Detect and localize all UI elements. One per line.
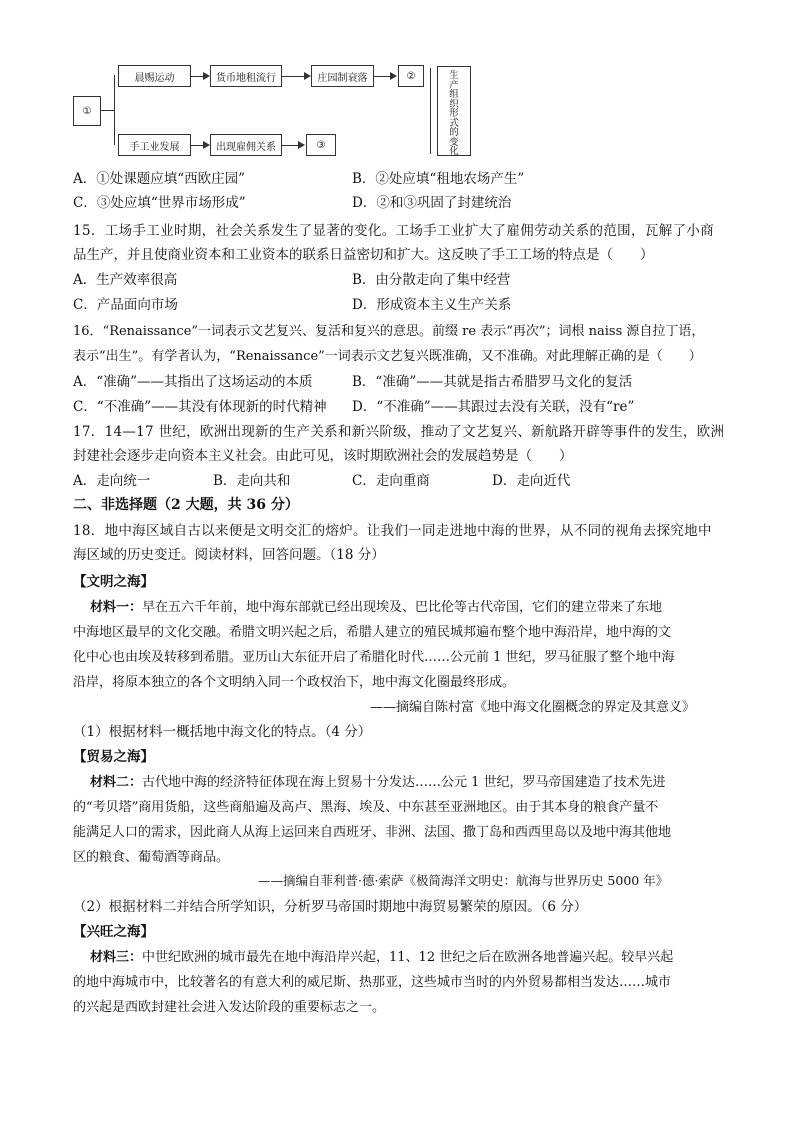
diagram-top-box-3: 庄园制衰落 bbox=[311, 65, 374, 87]
diagram-bottom-box-1: 手工业发展 bbox=[118, 134, 191, 156]
q16-stem-line: 16．“Renaissance”一词表示文艺复兴、复活和复兴的意思。前缀 re 表示“再次”；词根 naiss 源自拉丁语， bbox=[73, 324, 705, 339]
diagram-bottom-box-2: 出现雇佣关系 bbox=[210, 134, 282, 156]
material-label: 材料二： bbox=[90, 775, 143, 790]
q16-option-d[interactable]: D．“不准确”——其跟过去没有关联，没有“re” bbox=[352, 399, 635, 415]
sea-section-title: 【文明之海】 bbox=[73, 574, 154, 590]
material-text: 早在五六千年前，地中海东部就已经出现埃及、巴比伦等古代帝国，它们的建立带来了东地 bbox=[142, 600, 663, 615]
material-source: ——摘编自菲利普·德·索萨《极简海洋文明史：航海与世界历史 5000 年》 bbox=[258, 873, 669, 888]
material-text: 中世纪欧洲的城市最先在地中海沿岸兴起，11、12 世纪之后在欧洲各地普遍兴起。较早兴起 bbox=[142, 950, 674, 965]
q16-option-a[interactable]: A．“准确”——其指出了这场运动的本质 bbox=[73, 374, 313, 390]
q18-stem-line: 海区域的历史变迁。阅读材料，回答问题。（18 分） bbox=[73, 547, 385, 563]
sub-question: （1）根据材料一概括地中海文化的特点。（4 分） bbox=[73, 724, 372, 740]
diagram-bracket bbox=[430, 68, 431, 154]
q17-option-b[interactable]: B．走向共和 bbox=[213, 473, 291, 489]
material-line: 中海地区最早的文化交融。希腊文明兴起之后，希腊人建立的殖民城邦遍布整个地中海沿岸，地中海的文 bbox=[73, 625, 672, 640]
q15-stem-line: 品生产，并且使商业资本和工业资本的联系日益密切和扩大。这反映了手工工场的特点是（ ） bbox=[73, 247, 654, 263]
material-line bbox=[90, 946, 673, 965]
q15-option-c[interactable]: C．产品面向市场 bbox=[73, 297, 178, 313]
material-line: 的地中海城市中，比较著名的有意大利的威尼斯、热那亚，这些城市当时的内外贸易都相当发达……城市 bbox=[73, 975, 672, 990]
material-label: 材料一： bbox=[90, 600, 143, 615]
material-line: 化中心也由埃及转移到希腊。亚历山大东征开启了希腊化时代……公元前 1 世纪，罗马征服了整个地中海 bbox=[73, 650, 675, 665]
q18-stem-line: 18．地中海区域自古以来便是文明交汇的熔炉。让我们一同走进地中海的世界，从不同的视角去探究地中 bbox=[73, 523, 712, 539]
material-line: 区的粮食、葡萄酒等商品。 bbox=[73, 850, 230, 865]
section-title: 二、非选择题（2 大题，共 36 分） bbox=[73, 497, 299, 513]
q16-stem-line: 表示“出生”。有学者认为，“Renaissance”一词表示文艺复兴既准确，又不准确。对此理解正确的是（ ） bbox=[73, 349, 702, 364]
diagram-start-box: ① bbox=[73, 96, 101, 126]
diagram-top-box-4: ② bbox=[398, 65, 424, 87]
q16-option-c[interactable]: C．“不准确”——其没有体现新的时代精神 bbox=[73, 399, 327, 415]
q14-option-b[interactable]: B．②处应填“租地农场产生” bbox=[352, 171, 525, 187]
diagram-arrow bbox=[282, 76, 306, 77]
q17-option-a[interactable]: A．走向统一 bbox=[73, 473, 151, 489]
diagram-arrowhead bbox=[390, 72, 397, 80]
material-line: 的兴起是西欧封建社会进入发达阶段的重要标志之一。 bbox=[73, 1000, 386, 1015]
diagram-arrowhead bbox=[203, 72, 210, 80]
q15-stem-line: 15．工场手工业时期，社会关系发生了显著的变化。工场手工业扩大了雇佣劳动关系的范围，瓦解了小商 bbox=[73, 223, 715, 239]
label-char: 化 bbox=[449, 146, 459, 157]
q17-option-d[interactable]: D．走向近代 bbox=[492, 473, 571, 489]
diagram-arrowhead bbox=[304, 72, 311, 80]
material-line bbox=[90, 596, 662, 615]
label-char: 式 bbox=[449, 117, 459, 129]
q17-stem-line: 17．14—17 世纪，欧洲出现新的生产关系和新兴阶级，推动了文艺复兴、新航路开辟等事件的发生，欧洲 bbox=[73, 424, 725, 440]
diagram-arrowhead bbox=[203, 141, 210, 149]
q16-option-b[interactable]: B．“准确”——其就是指古希腊罗马文化的复活 bbox=[352, 374, 633, 390]
label-char: 变 bbox=[449, 136, 459, 148]
sub-question: （2）根据材料二并结合所学知识，分析罗马帝国时期地中海贸易繁荣的原因。（6 分） bbox=[73, 899, 588, 915]
q15-option-b[interactable]: B．由分散走向了集中经营 bbox=[352, 272, 511, 288]
label-char: 形 bbox=[449, 108, 459, 119]
label-char: 生 bbox=[449, 70, 459, 81]
diagram-arrowhead bbox=[298, 141, 305, 149]
diagram-vertical-label bbox=[437, 66, 471, 156]
material-line: 的“考贝塔”商用货船，这些商船遍及高卢、黑海、埃及、中东甚至亚洲地区。由于其本身的粮食产量不 bbox=[73, 800, 659, 815]
q14-option-d[interactable]: D．②和③巩固了封建统治 bbox=[352, 195, 512, 211]
label-char: 织 bbox=[449, 98, 459, 110]
material-text: 古代地中海的经济特征体现在海上贸易十分发达……公元 1 世纪，罗马帝国建造了技术先进 bbox=[142, 775, 666, 790]
q14-option-c[interactable]: C．③处应填“世界市场形成” bbox=[73, 195, 246, 211]
diagram-connector bbox=[114, 75, 115, 145]
sea-section-title: 【贸易之海】 bbox=[73, 749, 154, 765]
diagram-top-box-2: 货币地租流行 bbox=[210, 65, 282, 87]
sea-section-title: 【兴旺之海】 bbox=[73, 924, 154, 940]
material-label: 材料三： bbox=[90, 950, 143, 965]
material-line: 能满足人口的需求，因此商人从海上运回来自西班牙、非洲、法国、撒丁岛和西西里岛以及地中海其他地 bbox=[73, 825, 672, 840]
label-char: 的 bbox=[449, 127, 459, 138]
q15-option-d[interactable]: D．形成资本主义生产关系 bbox=[352, 297, 512, 313]
material-line: 沿岸，将原本独立的各个文明纳入同一个政权治下，地中海文化圈最终形成。 bbox=[73, 675, 516, 690]
label-char: 产 bbox=[449, 79, 459, 91]
diagram-top-box-1: 晨赐运动 bbox=[118, 65, 191, 87]
material-source: ——摘编自陈村富《地中海文化圈概念的界定及其意义》 bbox=[370, 700, 696, 715]
label-char: 组 bbox=[449, 89, 459, 100]
q14-option-a[interactable]: A．①处课题应填“西欧庄园” bbox=[73, 171, 246, 187]
material-line bbox=[90, 771, 666, 790]
diagram-connector bbox=[101, 110, 115, 111]
q17-option-c[interactable]: C．走向重商 bbox=[352, 473, 430, 489]
q17-stem-line: 封建社会逐步走向资本主义社会。由此可见，该时期欧洲社会的发展趋势是（ ） bbox=[73, 448, 573, 464]
q15-option-a[interactable]: A．生产效率很高 bbox=[73, 272, 178, 288]
diagram-bottom-box-3: ③ bbox=[306, 134, 336, 156]
